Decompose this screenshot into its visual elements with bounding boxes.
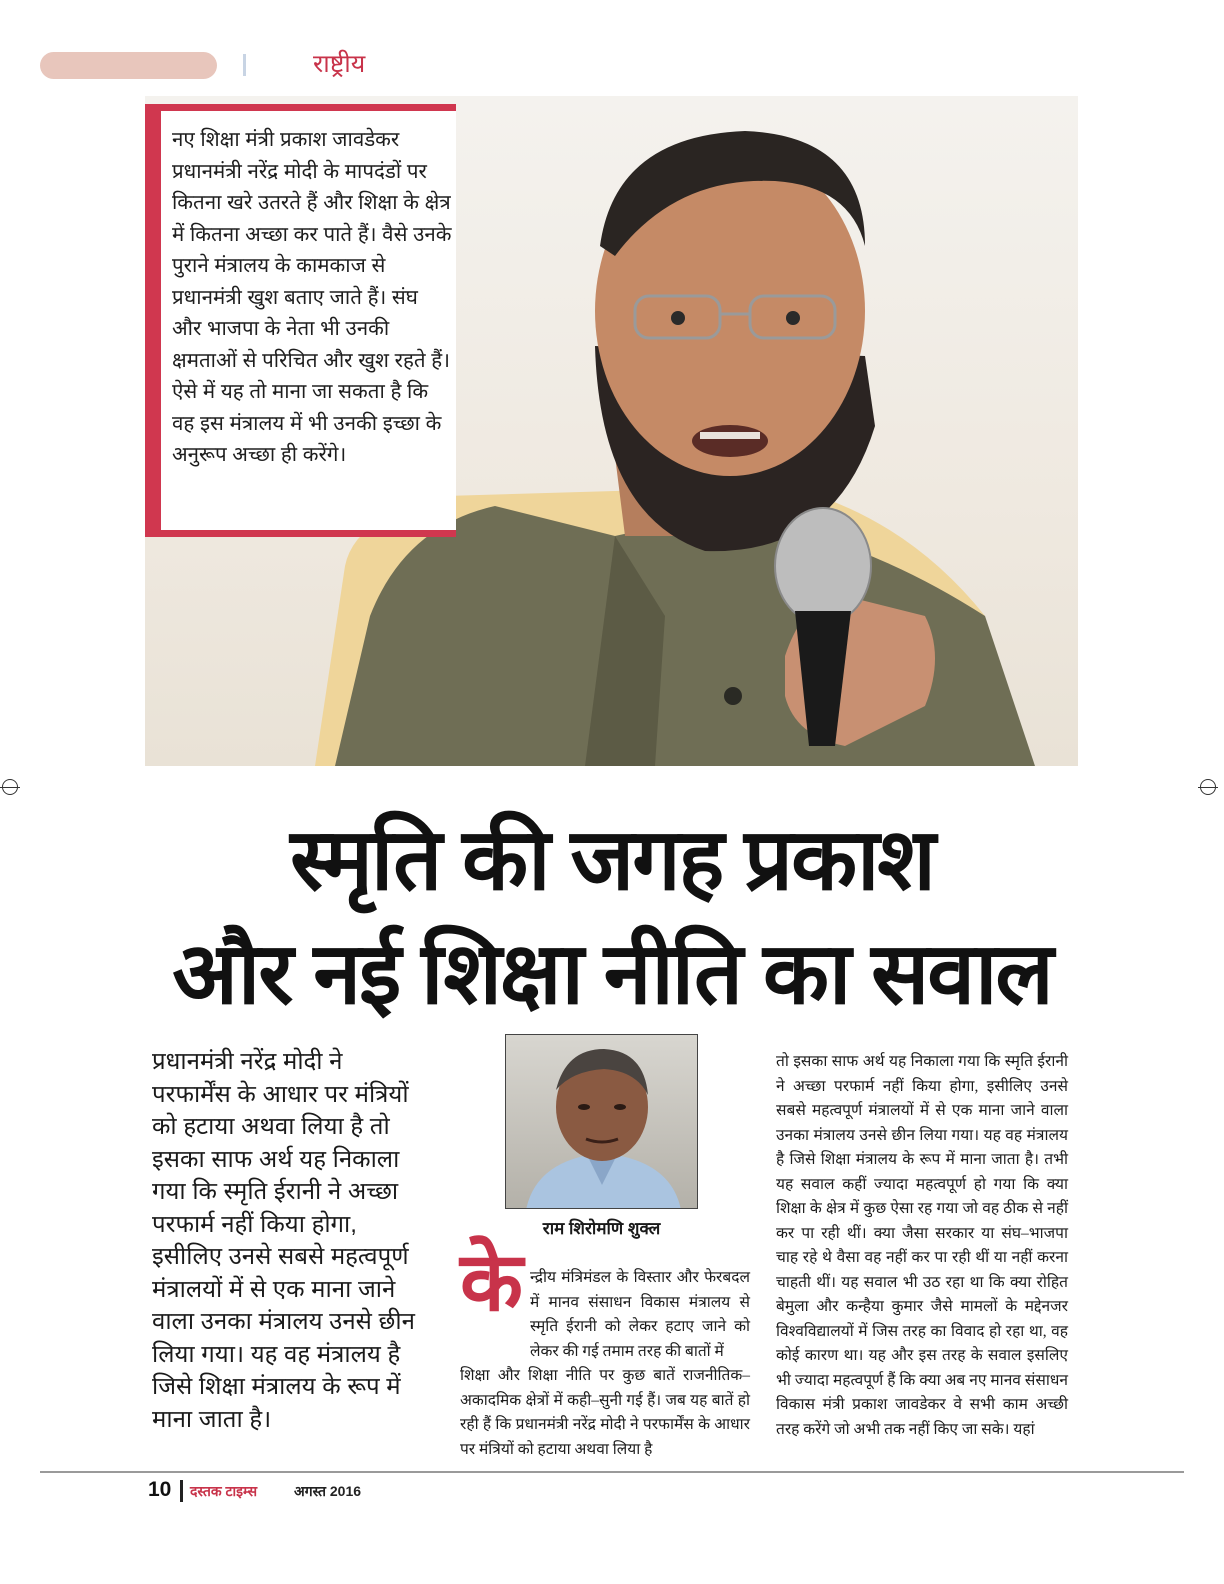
registration-mark-left (0, 778, 20, 798)
registration-mark-right (1198, 778, 1218, 798)
footer-separator (180, 1480, 183, 1502)
section-label: राष्ट्रीय (313, 49, 366, 78)
header-separator (243, 54, 246, 76)
author-portrait-illustration (506, 1035, 698, 1209)
page-number: 10 (148, 1478, 172, 1501)
drop-cap: के (460, 1237, 523, 1328)
section-tab-decoration (40, 52, 217, 79)
masthead-logo: दस्तक टाइम्स (190, 1483, 258, 1499)
pull-quote-text: नए शिक्षा मंत्री प्रकाश जावडेकर प्रधानमंत्री नरेंद्र मोदी के मापदंडों पर कितना खरे उतरते हैं और शिक्षा के क्षेत्र में कितना अच्छा कर पाते हैं। वैसे उनके पुराने मंत्रालय के कामकाज से प्रधानमंत्री खुश बताए जाते हैं। संघ और भाजपा के नेता भी उनकी क्षमताओं से परिचित और खुश रहते हैं। ऐसे में यह तो माना जा सकता है कि वह इस मंत्रालय में भी उनकी इच्छा के अनुरूप अच्छा ही करेंगे। (172, 128, 452, 466)
body-column-3: तो इसका साफ अर्थ यह निकाला गया कि स्मृति ईरानी ने अच्छा परफार्म नहीं किया होगा, इसीलिए उनसे सबसे महत्वपूर्ण मंत्रालयों में से एक माना जाने वाला उनका मंत्रालय उनसे छीन लिया गया। यह वह मंत्रालय है जिसे शिक्षा मंत्रालय के रूप में माना जाता है। तभी यह सवाल कहीं ज्यादा महत्वपूर्ण हो गया कि क्या शिक्षा के क्षेत्र में कुछ ऐसा रह गया जो वह ठीक से नहीं कर पा रही थीं। क्या जैसा सरकार या संघ–भाजपा चाह रहे थे वैसा वह नहीं कर पा रही थीं या नहीं करना चाहती थीं। यह सवाल भी उठ रहा था कि क्या रोहित बेमुला और कन्हैया कुमार जैसे मामलों के मद्देनजर विश्वविद्यालयों में जिस तरह का विवाद हो रहा था, वह कोई कारण था। यह और इस तरह के सवाल इसलिए भी ज्यादा महत्वपूर्ण हैं कि क्या अब नए मानव संसाधन विकास मंत्री प्रकाश जावडेकर वे सभी काम अच्छी तरह करेंगे जो अभी तक नहीं किए जा सके। यहां (776, 1053, 1068, 1438)
footer-rule (40, 1471, 1184, 1473)
intro-paragraph: प्रधानमंत्री नरेंद्र मोदी ने परफार्मेंस के आधार पर मंत्रियों को हटाया अथवा लिया है तो इसका साफ अर्थ यह निकाला गया कि स्मृति ईरानी ने अच्छा परफार्म नहीं किया होगा, इसीलिए उनसे सबसे महत्वपूर्ण मंत्रालयों में से एक माना जाने वाला उनका मंत्रालय उनसे छीन लिया गया। यह वह मंत्रालय है जिसे शिक्षा मंत्रालय के रूप में माना जाता है। (152, 1048, 415, 1433)
body-column-2-bottom: शिक्षा और शिक्षा नीति पर कुछ बातें राजनीतिक–अकादमिक क्षेत्रों में कही–सुनी गई हैं। जब यह बातें हो रही हैं कि प्रधानमंत्री नरेंद्र मोदी ने परफार्मेंस के आधार पर मंत्रियों को हटाया अथवा लिया है (460, 1367, 750, 1458)
body-column-2-top: न्द्रीय मंत्रिमंडल के विस्तार और फेरबदल में मानव संसाधन विकास मंत्रालय से स्मृति ईरानी को लेकर हटाए जाने को लेकर की गई तमाम तरह की बातों में (530, 1269, 750, 1360)
headline-line-1: स्मृति की जगह प्रकाश (290, 812, 934, 908)
author-name: राम शिरोमणि शुक्ल (542, 1219, 661, 1238)
author-photo (505, 1034, 698, 1209)
headline-line-2: और नई शिक्षा नीति का सवाल (172, 926, 1052, 1022)
issue-date: अगस्त 2016 (294, 1483, 362, 1499)
